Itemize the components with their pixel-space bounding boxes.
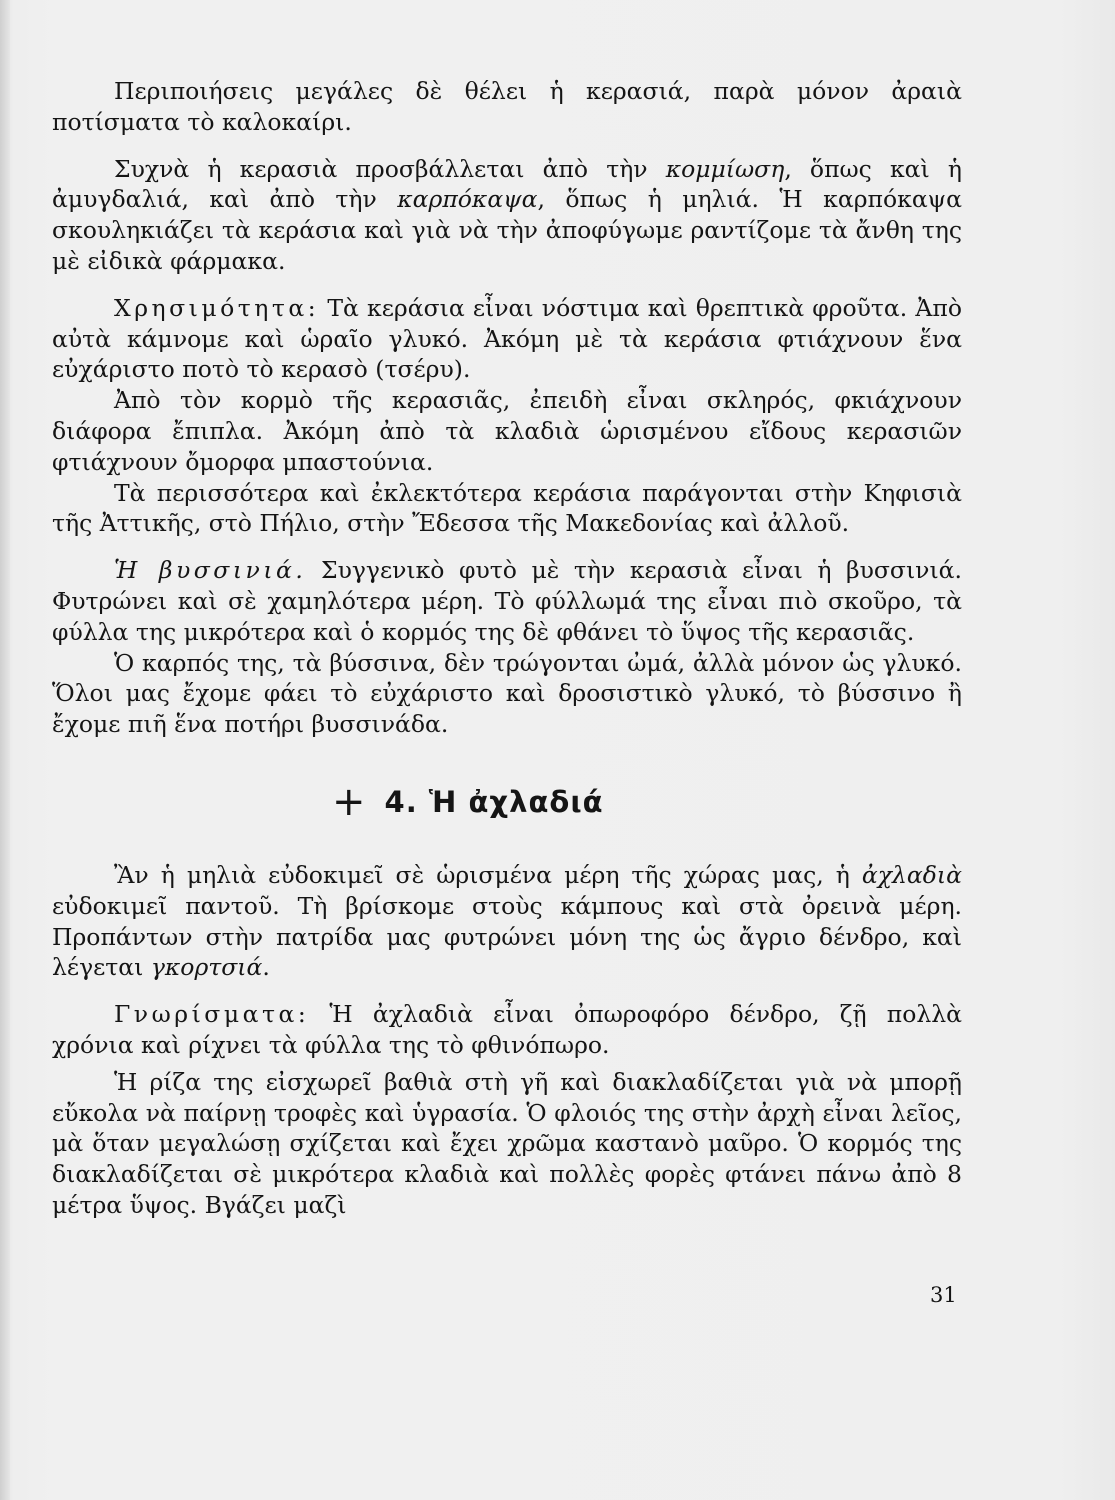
paragraph-text: , ὅπως ἡ μηλιά. Ἡ καρπόκαψα σκουληκιάζει τὰ κεράσια καὶ γιὰ νὰ τὴν ἀποφύγωμε ραντίζομε τὰ ἄνθη της μὲ εἰδικὰ φάρμακα. <box>52 185 962 275</box>
term-italic: ἀχλαδιὰ <box>861 860 962 889</box>
paragraph-lead: Ἡ βυσσινιά. <box>114 556 307 585</box>
paragraph-lead: Γνωρίσματα: <box>114 1000 310 1029</box>
paragraph-lead: Χρησιμότητα: <box>114 293 320 322</box>
paragraph-text: Ἀπὸ τὸν κορμὸ τῆς κερασιᾶς, ἐπειδὴ εἶναι σκληρός, φκιάχνουν διάφορα ἔπιπλα. Ἀκόμη ἀπὸ τὰ κλαδιὰ ὡρισμένου εἴδους κερασιῶν φτιάχνουν ὄμορφα μπαστούνια. <box>52 386 962 476</box>
paragraph-text: Ἂν ἡ μηλιὰ εὐδοκιμεῖ σὲ ὡρισμένα μέρη τῆς χώρας μας, ἡ <box>114 860 862 889</box>
section-title: 4. Ἡ ἀχλαδιά <box>384 784 604 819</box>
paragraph-text: Ὁ καρπός της, τὰ βύσσινα, δὲν τρώγονται ὠμά, ἀλλὰ μόνον ὡς γλυκό. Ὅλοι μας ἔχομε φάει τὸ εὐχάριστο καὶ δροσιστικὸ γλυκό, τὸ βύσσινο ἢ ἔχομε πιῆ ἕνα ποτήρι βυσσινάδα. <box>52 648 962 739</box>
text-block <box>52 76 962 1221</box>
paragraph-text: εὐδοκιμεῖ παντοῦ. Τὴ βρίσκομε στοὺς κάμπους καὶ στὰ ὀρεινὰ μέρη. Προπάντων στὴν πατρίδα μας φυτρώνει μόνη της ὡς ἄγριο δένδρο, καὶ λέγεται <box>52 891 962 982</box>
paragraph-sour-cherry <box>52 555 962 647</box>
paragraph-root <box>52 1067 962 1221</box>
term-italic: γκορτσιά <box>150 953 263 982</box>
paragraph-care <box>52 76 962 138</box>
cross-mark-icon: + <box>332 778 367 825</box>
paragraph-diseases <box>52 154 962 277</box>
paragraph-text: Ἡ ρίζα της εἰσχωρεῖ βαθιὰ στὴ γῆ καὶ διακλαδίζεται γιὰ νὰ μπορῇ εὔκολα νὰ παίρνῃ τροφὲς καὶ ὑγρασία. Ὁ φλοιός της στὴν ἀρχὴ εἶναι λεῖος, μὰ ὅταν μεγαλώσῃ σχίζεται καὶ ἔχει χρῶμα καστανὸ μαῦρο. Ὁ κορμός της διακλαδίζεται σὲ μικρότερα κλαδιὰ καὶ πολλὲς φορὲς φτάνει πάνω ἀπὸ 8 μέτρα ὕψος. Βγάζει μαζὶ <box>52 1067 962 1219</box>
term-italic: κομμίωση <box>665 154 785 183</box>
paragraph-text: . <box>262 953 270 982</box>
paragraph-usefulness <box>52 293 962 385</box>
paragraph-text: Περιποιήσεις μεγάλες δὲ θέλει ἡ κερασιά, παρὰ μόνον ἀραιὰ ποτίσματα τὸ καλοκαίρι. <box>52 77 962 136</box>
paragraph-text: Τὰ περισσότερα καὶ ἐκλεκτότερα κεράσια παράγονται στὴν Κηφισιὰ τῆς Ἀττικῆς, στὸ Πήλιο, στὴν Ἔδεσσα τῆς Μακεδονίας καὶ ἀλλοῦ. <box>52 478 962 538</box>
paragraph-regions <box>52 478 962 540</box>
page-spine-shadow <box>0 0 10 1500</box>
term-italic: καρπόκαψα <box>397 185 538 214</box>
paragraph-text: Τὰ κεράσια εἶναι νόστιμα καὶ θρεπτικὰ φροῦτα. Ἀπὸ αὐτὰ κάμνομε καὶ ὡραῖο γλυκό. Ἀκόμη μὲ τὰ κεράσια φτιάχνουν ἕνα εὐχάριστο ποτὸ τὸ κερασὸ (τσέρυ). <box>52 293 962 384</box>
paragraph-characteristics <box>52 999 962 1061</box>
paragraph-text: Συγγενικὸ φυτὸ μὲ τὴν κερασιὰ εἶναι ἡ βυσσινιά. Φυτρώνει καὶ σὲ χαμηλότερα μέρη. Τὸ φύλλωμά της εἶναι πιὸ σκοῦρο, τὰ φύλλα της μικρότερα καὶ ὁ κορμός της δὲ φθάνει τὸ ὕψος τῆς κερασιᾶς. <box>52 556 963 646</box>
paragraph-sour-cherry-fruit <box>52 648 962 740</box>
paragraph-text: , ὅπως καὶ ἡ ἀμυγδαλιά, καὶ ἀπὸ τὴν <box>52 154 962 214</box>
paragraph-trunk <box>52 385 962 477</box>
page-number: 31 <box>930 1283 957 1307</box>
paragraph-text: Συχνὰ ἡ κερασιὰ προσβάλλεται ἀπὸ τὴν <box>114 154 666 183</box>
paragraph-text: Ἡ ἀχλαδιὰ εἶναι ὀπωροφόρο δένδρο, ζῇ πολλὰ χρόνια καὶ ρίχνει τὰ φύλλα της τὸ φθινόπωρο. <box>52 1000 962 1059</box>
section-heading <box>52 778 962 825</box>
paragraph-pear-intro <box>52 860 962 983</box>
